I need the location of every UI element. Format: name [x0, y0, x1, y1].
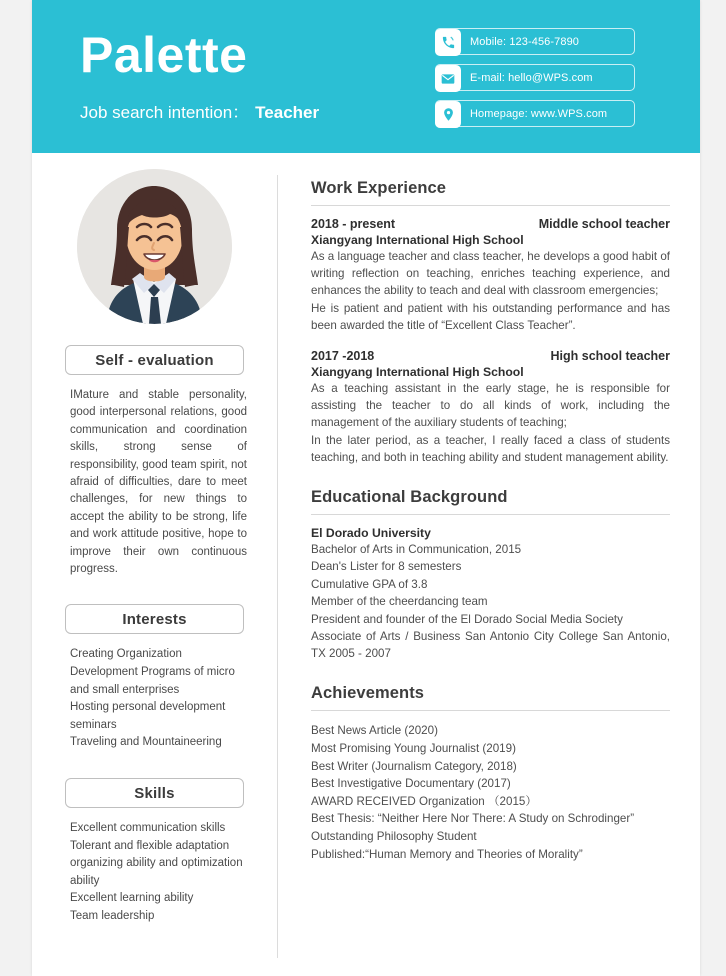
resume-body — [32, 153, 700, 976]
skills-list — [70, 820, 257, 926]
job-period: 2017 -2018 — [311, 349, 375, 364]
job-description: As a teaching assistant in the early stage, he is responsible for assisting the teacher to do all kinds of work, including the management of the auxiliary students of teaching; — [311, 382, 670, 430]
section-education — [311, 488, 670, 662]
education-associate-entry: Associate of Arts / Business San Antonio City College San Antonio, TX 2005 - 2007 — [311, 630, 670, 661]
list-item: Development Programs of micro and small enterprises — [70, 666, 235, 696]
section-achievements — [311, 684, 670, 863]
list-item: Published:“Human Memory and Theories of Morality” — [311, 847, 583, 861]
resume-page — [32, 0, 700, 976]
list-item: Creating Organization — [70, 648, 182, 661]
list-item: Tolerant and flexible adaptation — [70, 839, 230, 852]
contact-text-email: E-mail: hello@WPS.com — [470, 71, 593, 84]
envelope-icon — [435, 65, 461, 92]
avatar-wrapper — [32, 169, 277, 324]
location-pin-icon — [435, 101, 461, 128]
list-item: Dean's Lister for 8 semesters — [311, 560, 462, 574]
list-item: Excellent learning ability — [70, 892, 194, 905]
self-evaluation-body: IMature and stable personality, good interpersonal relations, good communication and coordination skills, strong sense of responsibility, good team spirit, not afraid of difficulties, dare to meet challenges, for new things to accept the ability to be strong, life and work attitude positive, hope to improve their own continuous progress. — [70, 389, 247, 576]
job-intention-label: Job search intention： — [80, 103, 250, 122]
list-item: Most Promising Young Journalist (2019) — [311, 742, 516, 756]
phone-icon — [435, 29, 461, 56]
contact-row-mobile[interactable] — [435, 28, 635, 55]
job-header — [311, 349, 670, 363]
contact-list — [435, 28, 635, 136]
section-rule — [311, 205, 670, 206]
avatar — [77, 169, 232, 324]
achievements-list — [311, 722, 670, 863]
sidebar-heading-self-evaluation: Self - evaluation — [65, 345, 244, 375]
job-role: Middle school teacher — [538, 217, 670, 231]
section-work-experience — [311, 179, 670, 466]
list-item: Hosting personal development seminars — [70, 701, 226, 731]
list-item: Excellent communication skills — [70, 822, 226, 835]
job-header — [311, 217, 670, 231]
list-item: Cumulative GPA of 3.8 — [311, 577, 428, 591]
main-column — [278, 153, 700, 976]
education-organization: El Dorado University — [311, 526, 431, 541]
header-identity — [80, 26, 319, 123]
section-title-achievements: Achievements — [311, 684, 425, 703]
contact-text-homepage: Homepage: www.WPS.com — [470, 107, 608, 120]
job-period: 2018 - present — [311, 217, 396, 231]
job-intention-value: Teacher — [255, 103, 320, 122]
job-intention — [80, 98, 319, 123]
candidate-name: Palette — [80, 27, 248, 83]
list-item: Bachelor of Arts in Communication, 2015 — [311, 543, 522, 557]
education-lines — [311, 541, 670, 662]
sidebar-heading-skills: Skills — [65, 778, 244, 808]
contact-row-email[interactable] — [435, 64, 635, 91]
contact-row-homepage[interactable] — [435, 100, 635, 127]
list-item: Best Writer (Journalism Category, 2018) — [311, 759, 517, 773]
contact-text-mobile: Mobile: 123-456-7890 — [470, 35, 580, 48]
list-item: Team leadership — [70, 910, 155, 922]
job-description: He is patient and patient with his outstanding performance and has been awarded the title of “Excellent Class Teacher”. — [311, 301, 670, 332]
job-entry — [311, 217, 670, 334]
list-item: Best News Article (2020) — [311, 724, 438, 738]
job-role: High school teacher — [550, 349, 670, 364]
resume-header — [32, 0, 700, 153]
job-description: In the later period, as a teacher, I really faced a class of students teaching, and both in teaching ability and student management ability. — [311, 433, 670, 464]
list-item: Traveling and Mountaineering — [70, 736, 222, 749]
list-item: President and founder of the El Dorado Social Media Society — [311, 612, 623, 626]
list-item: Member of the cheerdancing team — [311, 595, 488, 609]
avatar-illustration — [77, 169, 232, 324]
job-description: As a language teacher and class teacher, he develops a good habit of writing reflection on teaching, enriches teaching experience, and enhances the ability to teach and deal with classroom emergencies; — [311, 250, 670, 298]
list-item: Best Thesis: “Neither Here Nor There: A Study on Schrodinger” — [311, 812, 635, 826]
section-rule — [311, 710, 670, 711]
section-title-education: Educational Background — [311, 488, 508, 507]
list-item: Outstanding Philosophy Student — [311, 830, 477, 844]
job-organization: Xiangyang International High School — [311, 365, 524, 380]
section-title-work-experience: Work Experience — [311, 179, 447, 197]
interests-list — [70, 646, 257, 752]
list-item: organizing ability and optimization ability — [70, 857, 243, 887]
sidebar-heading-interests: Interests — [65, 604, 244, 634]
job-organization: Xiangyang International High School — [311, 233, 524, 247]
sidebar-column — [32, 153, 277, 976]
list-item: Best Investigative Documentary (2017) — [311, 777, 511, 791]
list-item: AWARD RECEIVED Organization （2015） — [311, 794, 537, 808]
job-entry — [311, 349, 670, 466]
section-rule — [311, 514, 670, 515]
